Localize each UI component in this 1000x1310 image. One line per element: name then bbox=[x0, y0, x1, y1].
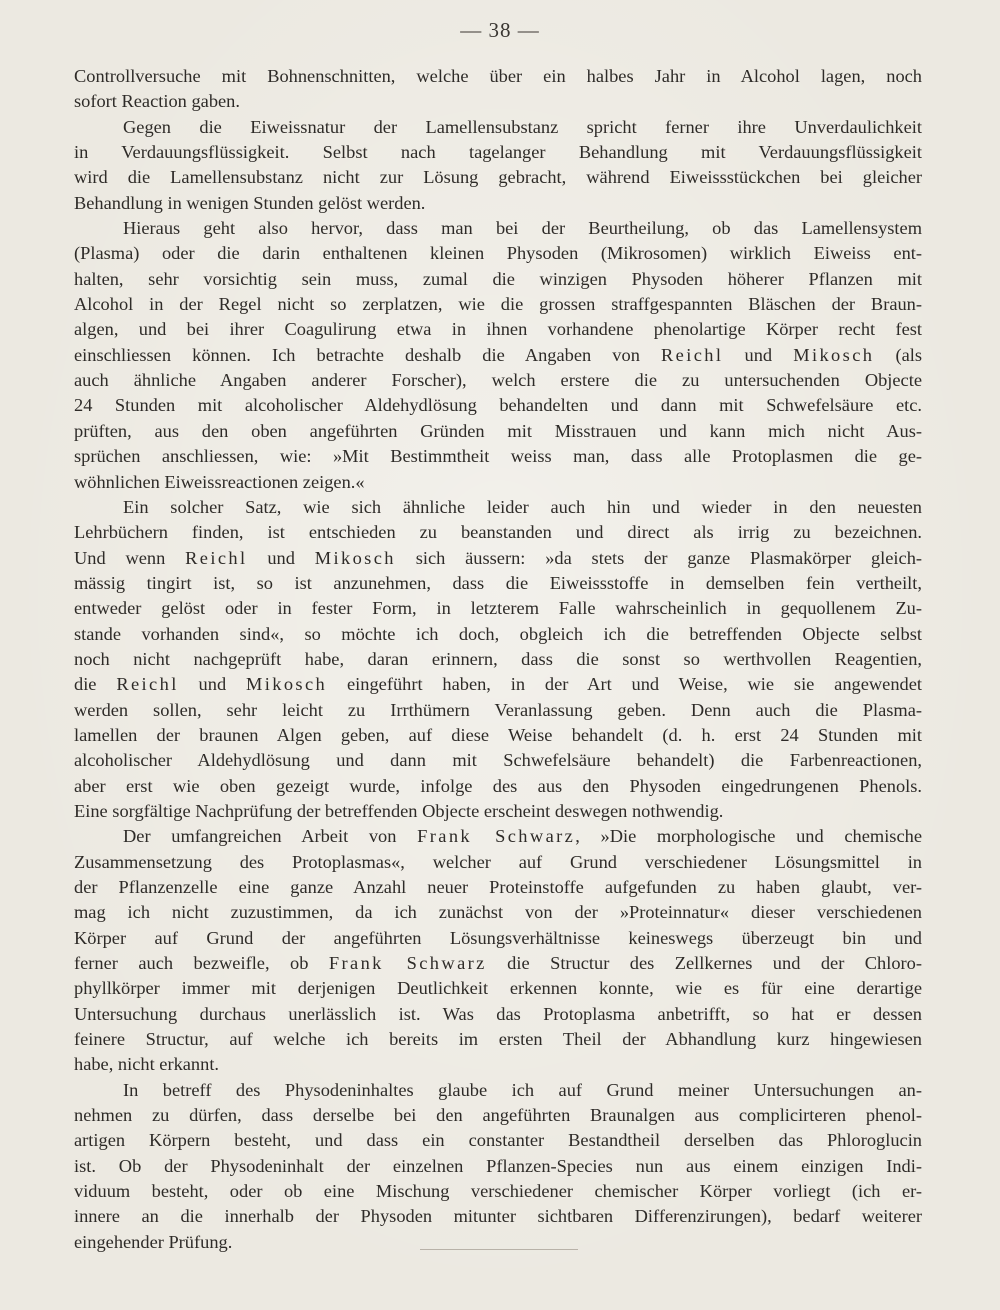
text-line: Lehrbüchern finden, ist entschieden zu beanstanden und direct als irrig zu bezeichnen. bbox=[74, 522, 922, 543]
text-line: In betreff des Physodeninhaltes glaube ich auf Grund meiner Untersuchungen an- bbox=[123, 1079, 922, 1100]
text-line: artigen Körpern besteht, und dass ein constanter Bestandtheil derselben das Phloroglucin bbox=[74, 1130, 922, 1151]
text-line: sofort Reaction gaben. bbox=[74, 91, 240, 112]
paragraph bbox=[74, 1078, 922, 1255]
text-line: noch nicht nachgeprüft habe, daran erinnern, dass die sonst so werthvollen Reagentien, bbox=[74, 648, 922, 669]
text-line: sprüchen anschliessen, wie: »Mit Bestimmtheit weiss man, dass alle Protoplasmen die ge- bbox=[74, 446, 922, 467]
text-line: mag ich nicht zuzustimmen, da ich zunächst von der »Proteinnatur« dieser verschiedenen bbox=[74, 902, 922, 923]
paragraph bbox=[74, 495, 922, 824]
text-line: einschliessen können. Ich betrachte deshalb die Angaben von Reichl und Mikosch (als bbox=[74, 344, 923, 365]
text-line: ferner auch bezweifle, ob Frank Schwarz die Structur des Zellkernes und der Chloro- bbox=[74, 953, 922, 974]
text-line: Alcohol in der Regel nicht so zerplatzen, wie die grossen straffgespannten Bläschen der Braun- bbox=[74, 294, 922, 315]
text-line: 24 Stunden mit alcoholischer Aldehydlösung behandelten und dann mit Schwefelsäure etc. bbox=[74, 395, 922, 416]
text-line: (Plasma) oder die darin enthaltenen kleinen Physoden (Mikrosomen) wirklich Eiweiss ent- bbox=[74, 243, 922, 264]
text-line: Körper auf Grund der angeführten Lösungsverhältnisse keineswegs überzeugt bin und bbox=[74, 927, 922, 948]
spaced-name: Reichl bbox=[661, 344, 724, 365]
text-line: der Pflanzenzelle eine ganze Anzahl neuer Proteinstoffe aufgefunden zu haben glaubt, ver- bbox=[74, 877, 922, 897]
text-line: Eine sorgfältige Nachprüfung der betreffenden Objecte erscheint deswegen nothwendig. bbox=[74, 800, 724, 821]
paragraph bbox=[74, 115, 922, 216]
spaced-name: Mikosch bbox=[245, 674, 328, 695]
text-line: viduum besteht, oder ob eine Mischung verschiedener chemischer Körper vorliegt (ich er- bbox=[74, 1181, 922, 1202]
text-line: innere an die innerhalb der Physoden mitunter sichtbaren Differenzirungen), bedarf weiterer bbox=[74, 1206, 922, 1227]
body-text bbox=[74, 64, 922, 1255]
text-line: prüften, aus den oben angeführten Gründen mit Misstrauen und kann mich nicht Aus- bbox=[74, 420, 922, 441]
text-line: in Verdauungsflüssigkeit. Selbst nach tagelanger Behandlung mit Verdauungsflüssigkeit bbox=[74, 142, 922, 163]
text-line: Untersuchung durchaus unerlässlich ist. Was das Protoplasma anbetrifft, so hat er dessen bbox=[74, 1003, 922, 1024]
text-line: stande vorhanden sind«, so möchte ich doch, obgleich ich die betreffenden Objecte selbst bbox=[74, 623, 922, 644]
text-line: nehmen zu dürfen, dass derselbe bei den angeführten Braunalgen aus complicirteren phenol- bbox=[74, 1105, 922, 1126]
text-line: wird die Lamellensubstanz nicht zur Lösung gebracht, während Eiweissstückchen bei gleicher bbox=[74, 167, 922, 188]
text-line: eingehender Prüfung. bbox=[74, 1231, 233, 1252]
text-line: algen, und bei ihrer Coagulirung etwa in ihnen vorhandene phenolartige Körper recht fest bbox=[74, 319, 922, 340]
text-line: Ein solcher Satz, wie sich ähnliche leider auch hin und wieder in den neuesten bbox=[123, 496, 922, 517]
text-line: Gegen die Eiweissnatur der Lamellensubstanz spricht ferner ihre Unverdaulichkeit bbox=[123, 116, 922, 137]
text-line: Zusammensetzung des Protoplasmas«, welcher auf Grund verschiedener Lösungsmittel in bbox=[74, 851, 922, 872]
text-line: Und wenn Reichl und Mikosch sich äussern: »da stets der ganze Plasmakörper gleich- bbox=[74, 547, 923, 568]
text-line: aber erst wie oben gezeigt wurde, infolge des aus den Physoden eingedrungenen Phenols. bbox=[74, 775, 922, 796]
text-line: Behandlung in wenigen Stunden gelöst werden. bbox=[74, 192, 426, 213]
text-line: wöhnlichen Eiweissreactionen zeigen.« bbox=[74, 471, 365, 492]
page-number: — 38 — bbox=[460, 18, 540, 42]
text-line: die Reichl und Mikosch eingeführt haben, in der Art und Weise, wie sie angewendet bbox=[74, 674, 923, 695]
spaced-name: Frank Schwarz bbox=[417, 826, 576, 847]
text-line: halten, sehr vorsichtig sein muss, zumal die winzigen Physoden höherer Pflanzen mit bbox=[74, 268, 922, 289]
spaced-name: Frank Schwarz bbox=[328, 953, 487, 974]
text-line: alcoholischer Aldehydlösung und dann mit Schwefelsäure behandelt) die Farbenreactionen, bbox=[74, 750, 922, 771]
text-line: phyllkörper immer mit derjenigen Deutlichkeit erkennen konnte, wie es für eine derartige bbox=[74, 978, 922, 999]
text-line: mässig tingirt ist, so ist anzunehmen, dass die Eiweissstoffe in demselben fein vertheilt, bbox=[74, 572, 922, 593]
paragraph bbox=[74, 64, 922, 115]
text-line: lamellen der braunen Algen geben, auf diese Weise behandelt (d. h. erst 24 Stunden mit bbox=[74, 724, 922, 745]
text-line: feinere Structur, auf welche ich bereits im ersten Theil der Abhandlung kurz hingewiesen bbox=[74, 1029, 922, 1050]
spaced-name: Mikosch bbox=[314, 547, 396, 568]
paragraph bbox=[74, 216, 922, 495]
text-line: auch ähnliche Angaben anderer Forscher), welch erstere die zu untersuchenden Objecte bbox=[74, 370, 922, 391]
spaced-name: Reichl bbox=[116, 674, 179, 695]
text-line: habe, nicht erkannt. bbox=[74, 1054, 220, 1075]
text-line: entweder gelöst oder in fester Form, in letzterem Falle wahrscheinlich in gequollenem Zu- bbox=[74, 598, 922, 619]
spaced-name: Reichl bbox=[185, 547, 248, 568]
text-line: werden sollen, sehr leicht zu Irrthümern Veranlassung geben. Denn auch die Plasma- bbox=[74, 699, 922, 720]
text-line: Controllversuche mit Bohnenschnitten, welche über ein halbes Jahr in Alcohol lagen, noch bbox=[74, 66, 922, 86]
text-line: Hieraus geht also hervor, dass man bei der Beurtheilung, ob das Lamellensystem bbox=[123, 218, 922, 239]
paragraph bbox=[74, 824, 922, 1077]
footer-rule bbox=[420, 1249, 578, 1250]
spaced-name: Mikosch bbox=[793, 344, 875, 365]
text-line: ist. Ob der Physodeninhalt der einzelnen Pflanzen-Species nun aus einem einzigen Indi- bbox=[74, 1155, 922, 1176]
text-line: Der umfangreichen Arbeit von Frank Schwarz, »Die morphologische und chemische bbox=[123, 826, 922, 847]
